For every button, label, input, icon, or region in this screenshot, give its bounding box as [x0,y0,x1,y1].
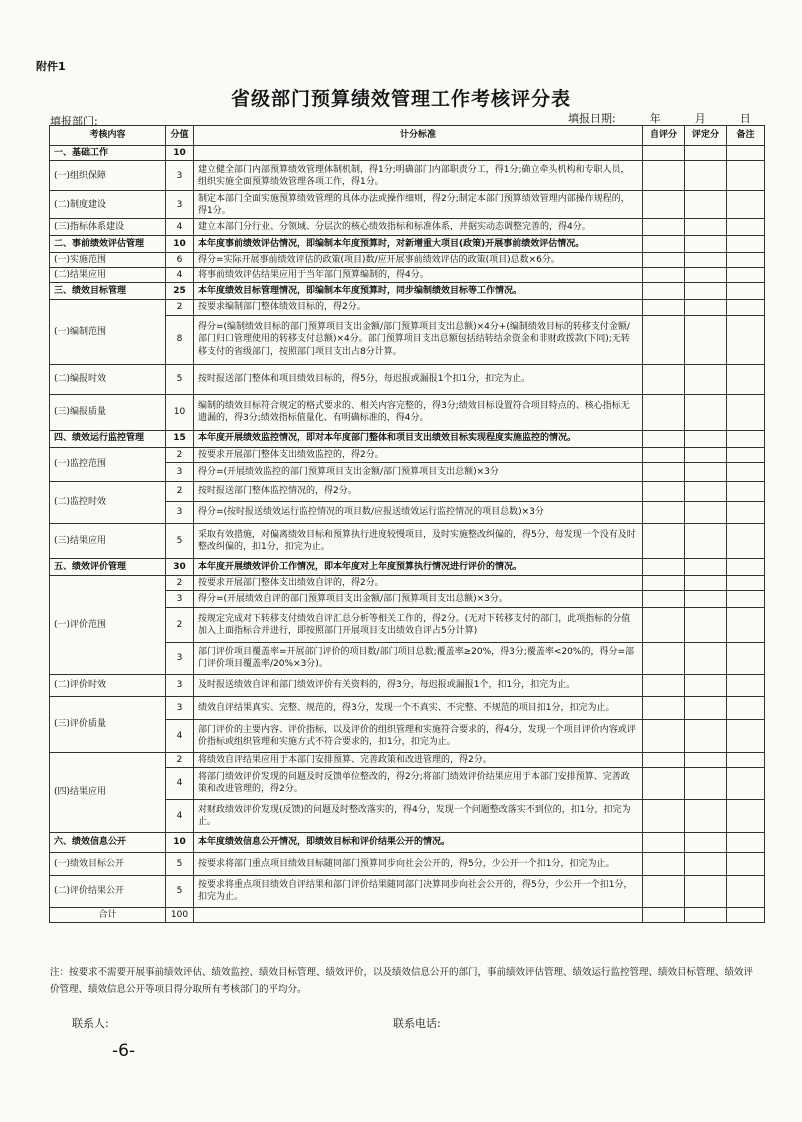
remarks-cell [727,696,765,719]
rated-score-cell [685,719,727,752]
footnote: 注：按要求不需要开展事前绩效评估、绩效监控、绩效目标管理、绩效评价，以及绩效信息公开的部门，事前绩效评估管理、绩效运行监控管理、绩效目标管理、绩效评价管理、绩效信息公开等项目得分取所有考核部门的平均分。 [50,967,754,995]
rated-score-cell [685,283,727,300]
criteria-cell: 部门评价项目覆盖率=开展部门评价的项目数/部门项目总数;覆盖率≥20%，得3分;覆盖率<20%的，得分=部门评价项目覆盖率/20%×3分)。 [194,642,643,674]
self-score-cell [643,300,685,315]
self-score-cell [643,501,685,523]
table-row [50,283,765,300]
self-score-cell [643,642,685,674]
rated-score-cell [685,447,727,462]
table-header-row [50,126,765,146]
page-number: -6- [112,1041,136,1061]
table-row [50,523,765,558]
remarks-cell [727,364,765,394]
self-score-cell [643,799,685,832]
content-cell: (一)监控范围 [50,447,166,481]
content-cell: (三)编报质量 [50,394,166,430]
score-cell: 15 [166,430,194,447]
score-cell: 10 [166,394,194,430]
criteria-cell [194,907,643,922]
rated-score-cell [685,852,727,875]
criteria-cell: 按规定完成对下转移支付绩效自评汇总分析等相关工作的，得2分。(无对下转移支付的部门，此项指标的分值加入上面指标合并进行，即按照部门开展项目支出绩效自评占5分计算) [194,607,643,642]
table-body [50,146,765,923]
table-row [50,481,765,501]
rated-score-cell [685,832,727,852]
rated-score-cell [685,219,727,236]
criteria-cell: 将绩效自评结果应用于本部门安排预算、完善政策和改进管理的，得2分。 [194,752,643,767]
self-score-cell [643,575,685,590]
content-cell: (二)评价结果公开 [50,875,166,907]
rated-score-cell [685,462,727,481]
self-score-cell [643,268,685,283]
remarks-cell [727,642,765,674]
rated-score-cell [685,767,727,799]
remarks-cell [727,236,765,253]
criteria-cell: 按要求编制部门整体绩效目标的，得2分。 [194,300,643,315]
table-row [50,236,765,253]
remarks-cell [727,674,765,696]
table-row [50,300,765,315]
criteria-cell: 对财政绩效评价发现(反馈)的问题及时整改落实的，得4分，发现一个问题整改落实不到位的，扣1分，扣完为止。 [194,799,643,832]
score-cell: 3 [166,161,194,191]
rated-score-cell [685,300,727,315]
month-label: 月 [694,112,706,125]
score-cell: 3 [166,191,194,219]
criteria-cell: 本年度绩效信息公开情况，即绩效目标和评价结果公开的情况。 [194,832,643,852]
rated-score-cell [685,558,727,575]
score-cell: 8 [166,315,194,364]
self-score-cell [643,236,685,253]
date-label: 填报日期: [568,112,616,125]
table-row [50,364,765,394]
self-score-cell [643,696,685,719]
content-cell: (一)编制范围 [50,300,166,364]
rated-score-cell [685,161,727,191]
remarks-cell [727,558,765,575]
table-row [50,558,765,575]
table-row [50,575,765,590]
self-score-cell [643,907,685,922]
content-cell: (三)评价质量 [50,696,166,752]
content-cell: (一)评价范围 [50,575,166,674]
content-cell: (二)评价时效 [50,674,166,696]
rated-score-cell [685,607,727,642]
self-score-cell [643,283,685,300]
score-cell: 2 [166,575,194,590]
section-title: 三、绩效目标管理 [50,283,166,300]
score-cell: 5 [166,875,194,907]
score-cell: 3 [166,501,194,523]
self-score-cell [643,558,685,575]
self-score-cell [643,752,685,767]
score-cell: 3 [166,696,194,719]
rated-score-cell [685,696,727,719]
score-cell: 4 [166,219,194,236]
table-row [50,394,765,430]
self-score-cell [643,674,685,696]
table-row [50,752,765,767]
table-row [50,161,765,191]
score-cell: 10 [166,236,194,253]
rated-score-cell [685,575,727,590]
score-cell: 5 [166,364,194,394]
criteria-cell: 得分=(按时报送绩效运行监控情况的项目数/应报送绩效运行监控情况的项目总数)×3分 [194,501,643,523]
criteria-cell: 建立本部门分行业、分领域、分层次的核心绩效指标和标准体系，并据实动态调整完善的，得4分。 [194,219,643,236]
remarks-cell [727,283,765,300]
criteria-cell: 及时报送绩效自评和部门绩效评价有关资料的，得3分，每迟报或漏报1个，扣1分，扣完为止。 [194,674,643,696]
score-cell: 3 [166,674,194,696]
page-title: 省级部门预算绩效管理工作考核评分表 [230,88,571,110]
content-cell: (一)组织保障 [50,161,166,191]
score-cell: 2 [166,300,194,315]
criteria-cell: 按时报送部门整体和项目绩效目标的，得5分，每迟报或漏报1个扣1分，扣完为止。 [194,364,643,394]
date-line [568,110,751,126]
col-header-rated-score: 评定分 [685,126,727,146]
rated-score-cell [685,268,727,283]
criteria-cell: 制定本部门全面实施预算绩效管理的具体办法或操作细则，得2分;制定本部门预算绩效管理内部操作规程的，得1分。 [194,191,643,219]
rated-score-cell [685,430,727,447]
rated-score-cell [685,642,727,674]
self-score-cell [643,447,685,462]
self-score-cell [643,253,685,268]
score-cell: 6 [166,253,194,268]
content-cell: (四)结果应用 [50,752,166,832]
self-score-cell [643,481,685,501]
remarks-cell [727,191,765,219]
attachment-label: 附件1 [36,60,66,73]
rated-score-cell [685,752,727,767]
content-cell: (二)编报时效 [50,364,166,394]
score-cell: 30 [166,558,194,575]
rated-score-cell [685,253,727,268]
rated-score-cell [685,146,727,161]
content-cell: (一)实施范围 [50,253,166,268]
table-row [50,907,765,922]
rated-score-cell [685,481,727,501]
remarks-cell [727,767,765,799]
content-cell: (三)结果应用 [50,523,166,558]
score-cell: 100 [166,907,194,922]
year-label: 年 [649,112,661,125]
col-header-self-score: 自评分 [643,126,685,146]
remarks-cell [727,300,765,315]
self-score-cell [643,719,685,752]
criteria-cell: 按要求开展部门整体支出绩效监控的，得2分。 [194,447,643,462]
remarks-cell [727,907,765,922]
score-cell: 25 [166,283,194,300]
contact-label: 联系人: [72,1017,109,1030]
remarks-cell [727,394,765,430]
criteria-cell: 本年度绩效目标管理情况，即编制本年度预算时，同步编制绩效目标等工作情况。 [194,283,643,300]
table-row [50,268,765,283]
remarks-cell [727,523,765,558]
criteria-cell: 得分=(编制绩效目标的部门预算项目支出金额/部门预算项目支出总额)×4分+(编制绩效目标的转移支付金额/部门归口管理使用的转移支付总额)×4分。部门预算项目支出总额包括结转结余资金和非财政拨款(下同);无转移支付的省级部门，按照部门项目支出占8分计算。 [194,315,643,364]
rated-score-cell [685,394,727,430]
score-cell: 3 [166,462,194,481]
remarks-cell [727,430,765,447]
criteria-cell: 按要求将部门重点项目绩效目标随同部门预算同步向社会公开的，得5分，少公开一个扣1分，扣完为止。 [194,852,643,875]
self-score-cell [643,364,685,394]
score-cell: 2 [166,752,194,767]
rated-score-cell [685,590,727,607]
score-cell: 10 [166,832,194,852]
remarks-cell [727,146,765,161]
content-cell: (二)结果应用 [50,268,166,283]
section-title: 二、事前绩效评估管理 [50,236,166,253]
col-header-score: 分值 [166,126,194,146]
table-row [50,852,765,875]
remarks-cell [727,462,765,481]
criteria-cell: 本年度开展绩效评价工作情况，即本年度对上年度预算执行情况进行评价的情况。 [194,558,643,575]
criteria-cell: 将事前绩效评估结果应用于当年部门预算编制的，得4分。 [194,268,643,283]
remarks-cell [727,219,765,236]
self-score-cell [643,161,685,191]
table-row [50,191,765,219]
self-score-cell [643,523,685,558]
score-cell: 2 [166,447,194,462]
criteria-cell: 本年度事前绩效评估情况，即编制本年度预算时，对新增重大项目(政策)开展事前绩效评估情况。 [194,236,643,253]
self-score-cell [643,315,685,364]
criteria-cell: 得分=实际开展事前绩效评估的政策(项目)数/应开展事前绩效评估的政策(项目)总数×6分。 [194,253,643,268]
rated-score-cell [685,523,727,558]
criteria-cell: 按时报送部门整体监控情况的，得2分。 [194,481,643,501]
col-header-remarks: 备注 [727,126,765,146]
table-row [50,146,765,161]
remarks-cell [727,501,765,523]
self-score-cell [643,875,685,907]
content-cell: (二)制度建设 [50,191,166,219]
self-score-cell [643,590,685,607]
criteria-cell: 采取有效措施，对偏离绩效目标和预算执行进度较慢项目，及时实施整改纠偏的，得5分，每发现一个没有及时整改纠偏的，扣1分，扣完为止。 [194,523,643,558]
rated-score-cell [685,799,727,832]
self-score-cell [643,430,685,447]
criteria-cell: 按要求将重点项目绩效自评结果和部门评价结果随同部门决算同步向社会公开的，得5分，少公开一个扣1分，扣完为止。 [194,875,643,907]
remarks-cell [727,799,765,832]
remarks-cell [727,752,765,767]
remarks-cell [727,447,765,462]
self-score-cell [643,462,685,481]
rated-score-cell [685,364,727,394]
score-cell: 2 [166,607,194,642]
rated-score-cell [685,907,727,922]
score-cell: 4 [166,767,194,799]
remarks-cell [727,832,765,852]
remarks-cell [727,607,765,642]
remarks-cell [727,590,765,607]
criteria-cell: 将部门绩效评价发现的问题及时反馈单位整改的，得2分;将部门绩效评价结果应用于本部门安排预算、完善政策和改进管理的，得2分。 [194,767,643,799]
content-cell: 合计 [50,907,166,922]
table-row [50,832,765,852]
criteria-cell: 按要求开展部门整体支出绩效自评的，得2分。 [194,575,643,590]
self-score-cell [643,146,685,161]
remarks-cell [727,719,765,752]
col-header-criteria: 计分标准 [194,126,643,146]
remarks-cell [727,852,765,875]
remarks-cell [727,575,765,590]
content-cell: (二)监控时效 [50,481,166,523]
criteria-cell: 本年度开展绩效监控情况，即对本年度部门整体和项目支出绩效目标实现程度实施监控的情况。 [194,430,643,447]
rated-score-cell [685,236,727,253]
rated-score-cell [685,875,727,907]
table-row [50,219,765,236]
day-label: 日 [739,112,751,125]
remarks-cell [727,481,765,501]
table-row [50,674,765,696]
content-cell: (三)指标体系建设 [50,219,166,236]
score-cell: 10 [166,146,194,161]
rated-score-cell [685,501,727,523]
remarks-cell [727,268,765,283]
self-score-cell [643,767,685,799]
section-title: 四、绩效运行监控管理 [50,430,166,447]
rated-score-cell [685,674,727,696]
section-title: 一、基础工作 [50,146,166,161]
criteria-cell: 部门评价的主要内容、评价指标，以及评价的组织管理和实施符合要求的，得4分，发现一个项目评价内容或评价指标或组织管理和实施方式不符合要求的，扣1分，扣完为止。 [194,719,643,752]
score-cell: 3 [166,590,194,607]
self-score-cell [643,607,685,642]
table-row [50,253,765,268]
rated-score-cell [685,315,727,364]
self-score-cell [643,852,685,875]
table-row [50,696,765,719]
section-title: 六、绩效信息公开 [50,832,166,852]
criteria-cell: 建立健全部门内部预算绩效管理体制机制，得1分;明确部门内部职责分工，得1分;确立牵头机构和专职人员，组织实施全面预算绩效管理各项工作，得1分。 [194,161,643,191]
rated-score-cell [685,191,727,219]
self-score-cell [643,219,685,236]
score-cell: 4 [166,799,194,832]
remarks-cell [727,875,765,907]
score-cell: 3 [166,642,194,674]
table-row [50,447,765,462]
remarks-cell [727,315,765,364]
criteria-cell: 得分=(开展绩效自评的部门预算项目支出金额/部门预算项目支出总额)×3分。 [194,590,643,607]
criteria-cell: 得分=(开展绩效监控的部门预算项目支出金额/部门预算项目支出总额)×3分 [194,462,643,481]
content-cell: (一)绩效目标公开 [50,852,166,875]
phone-label: 联系电话: [393,1017,441,1030]
col-header-content: 考核内容 [50,126,166,146]
score-cell: 2 [166,481,194,501]
section-title: 五、绩效评价管理 [50,558,166,575]
table-row [50,875,765,907]
remarks-cell [727,253,765,268]
table-row [50,430,765,447]
criteria-cell: 绩效自评结果真实、完整、规范的，得3分，发现一个不真实、不完整、不规范的项目扣1分，扣完为止。 [194,696,643,719]
score-cell: 5 [166,523,194,558]
remarks-cell [727,161,765,191]
criteria-cell [194,146,643,161]
self-score-cell [643,191,685,219]
score-cell: 5 [166,852,194,875]
dept-label: 填报部门: [50,115,98,128]
self-score-cell [643,394,685,430]
score-table [49,125,765,923]
score-cell: 4 [166,268,194,283]
self-score-cell [643,832,685,852]
criteria-cell: 编制的绩效目标符合规定的格式要求的、相关内容完整的，得3分;绩效目标设置符合项目特点的、核心指标无遗漏的，得3分;绩效指标值量化、有明确标准的，得4分。 [194,394,643,430]
score-cell: 4 [166,719,194,752]
